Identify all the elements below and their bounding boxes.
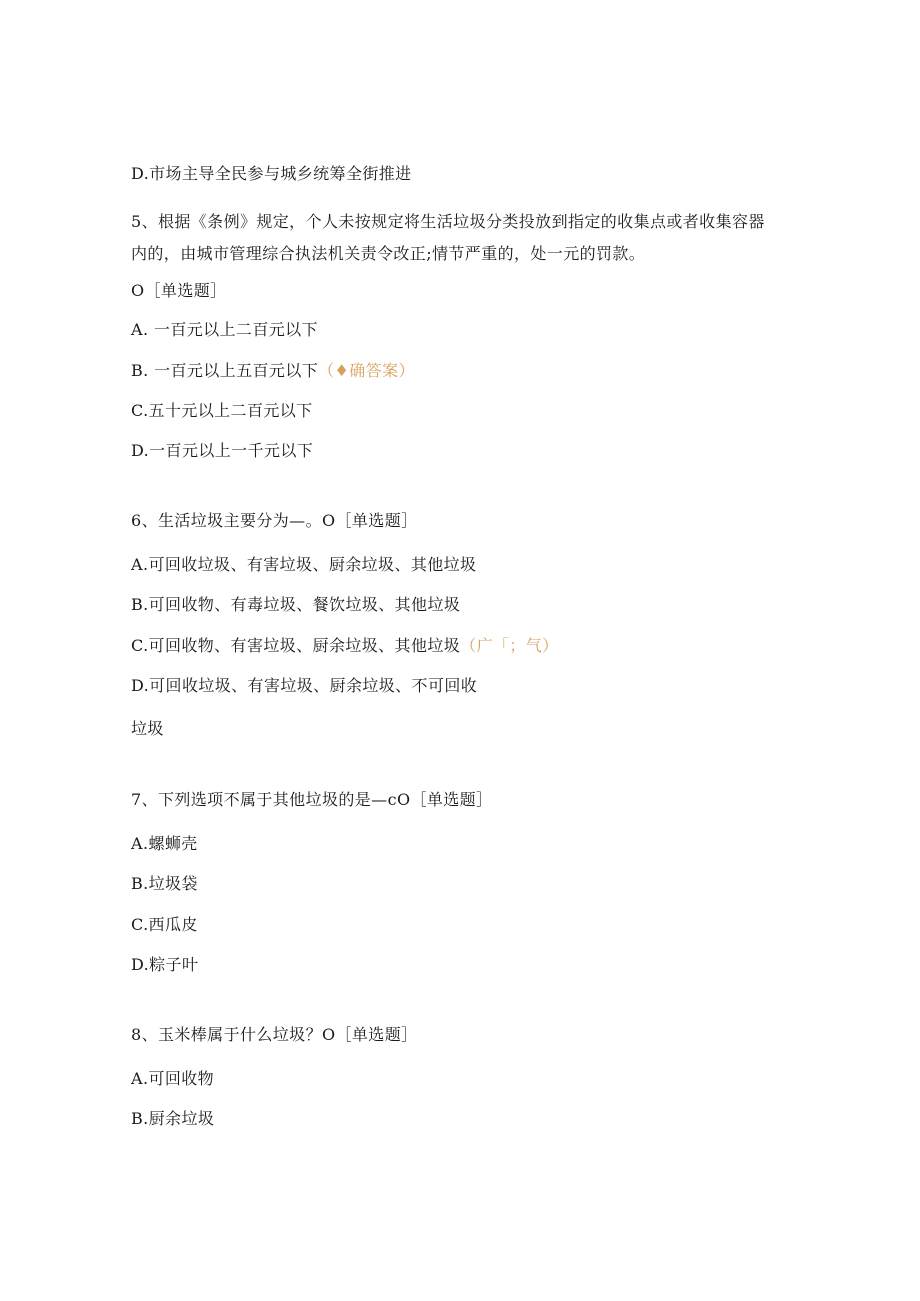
question-6-option-d-line-1: D.可回收垃圾、有害垃圾、厨余垃圾、不可回收 — [131, 676, 478, 695]
question-7-option-a: A.螺蛳壳 — [131, 834, 198, 853]
question-5-option-a: A. 一百元以上二百元以下 — [131, 320, 318, 339]
question-8-option-a: A.可回收物 — [131, 1069, 215, 1088]
question-4-option-d: D.市场主导全民参与城乡统筹全街推进 — [131, 164, 412, 183]
question-6-option-c — [131, 636, 559, 656]
question-5-option-d: D.一百元以上一千元以下 — [131, 441, 314, 460]
correct-answer-mark: （广「；气） — [460, 636, 559, 655]
question-5-type: O［单选题］ — [131, 281, 227, 300]
question-5-option-b — [131, 361, 415, 381]
question-6-option-a: A.可回收垃圾、有害垃圾、厨余垃圾、其他垃圾 — [131, 555, 477, 574]
correct-answer-mark: （♦确答案） — [318, 361, 415, 380]
question-7-option-c: C.西瓜皮 — [131, 915, 198, 934]
option-b-text: B. 一百元以上五百元以下 — [131, 361, 319, 380]
option-c-text: C.可回收物、有害垃圾、厨余垃圾、其他垃圾 — [131, 636, 461, 655]
question-7-stem: 7、下列选项不属于其他垃圾的是—cO［单选题］ — [131, 790, 493, 809]
question-7-option-d: D.粽子叶 — [131, 955, 199, 974]
question-5-stem-line-1: 5、根据《条例》规定，个人未按规定将生活垃圾分类投放到指定的收集点或者收集容器 — [131, 212, 765, 231]
question-5-option-c: C.五十元以上二百元以下 — [131, 401, 313, 420]
question-7-option-b: B.垃圾袋 — [131, 874, 198, 893]
question-6-stem: 6、生活垃圾主要分为—。O［单选题］ — [131, 511, 418, 530]
question-5-stem-line-2: 内的，由城市管理综合执法机关责令改正;情节严重的，处一元的罚款。 — [131, 244, 646, 263]
question-6-option-d-line-2: 垃圾 — [131, 719, 164, 738]
question-6-option-b: B.可回收物、有毒垃圾、餐饮垃圾、其他垃圾 — [131, 595, 461, 614]
question-8-stem: 8、玉米棒属于什么垃圾？O［单选题］ — [131, 1025, 418, 1044]
question-8-option-b: B.厨余垃圾 — [131, 1109, 215, 1128]
